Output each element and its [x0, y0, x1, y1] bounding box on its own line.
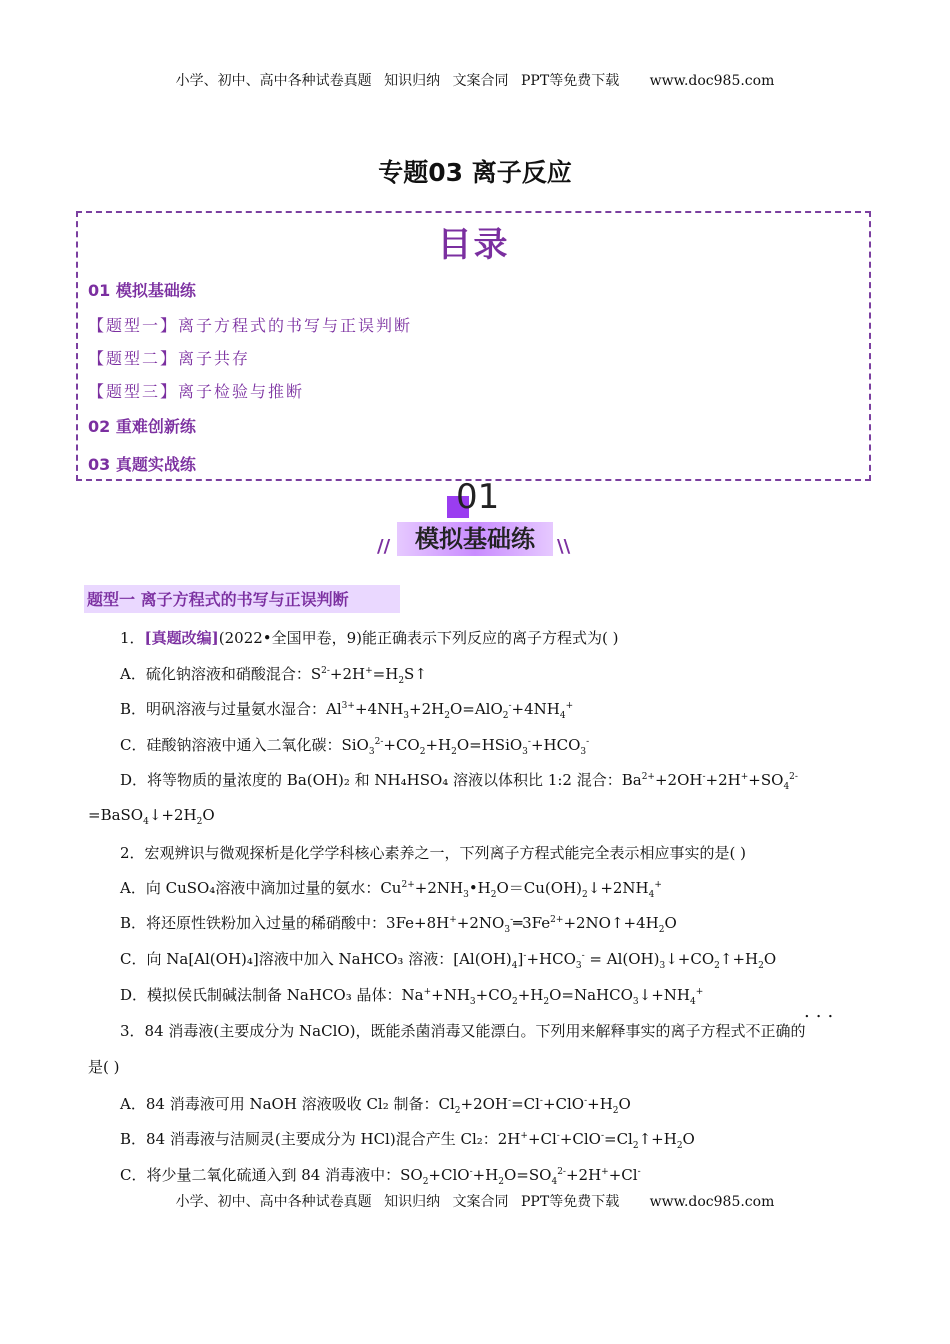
toc-item-type2[interactable]: 【题型二】离子共存: [88, 349, 251, 368]
page-header: [0, 70, 950, 90]
header-item: PPT等免费下载: [521, 73, 620, 89]
question-3-option-c[interactable]: C．将少量二氧化硫通入到 84 消毒液中：$SO_2+ClO^-+H_2O=SO_4^{2-}+2H^++Cl^-$: [120, 1166, 641, 1187]
right-slash-decoration: \\: [557, 536, 571, 557]
emphasis-dots: ...: [804, 1001, 840, 1022]
footer-item: 知识归纳: [384, 1194, 441, 1210]
question-1-option-a[interactable]: A．硫化钠溶液和硝酸混合：$S^{2-}+2H^+=H_2S↑$: [120, 665, 427, 686]
question-3-option-a[interactable]: A．84 消毒液可用 NaOH 溶液吸收 Cl₂ 制备：$Cl_2+2OH^-=Cl^-+ClO^-+H_2O$: [120, 1095, 631, 1116]
footer-item: 文案合同: [452, 1194, 509, 1210]
header-item: 文案合同: [452, 73, 509, 89]
toc-heading: 目录: [437, 225, 510, 265]
toc-item-03[interactable]: 03 真题实战练: [88, 455, 196, 474]
question-2-option-b[interactable]: B．将还原性铁粉加入过量的稀硝酸中：$3Fe+8H^++2NO_3^-═3Fe^{2+}+2NO↑+4H_2O$: [120, 914, 677, 935]
question-2-stem: 2．宏观辨识与微观探析是化学学科核心素养之一，下列离子方程式能完全表示相应事实的是( ): [120, 844, 747, 862]
toc-item-type1[interactable]: 【题型一】离子方程式的书写与正误判断: [88, 316, 413, 335]
question-1-option-b[interactable]: B．明矾溶液与过量氨水湿合：$Al^{3+}+4NH_3+2H_2O=AlO_2^-+4NH_4^+$: [120, 700, 574, 721]
type-heading: 题型一 离子方程式的书写与正误判断: [87, 590, 349, 609]
question-2-option-d[interactable]: D．模拟侯氏制碱法制备 NaHCO₃ 晶体：$Na^++NH_3+CO_2+H_2O=NaHCO_3↓+NH_4^+$: [120, 986, 704, 1007]
question-3-option-b[interactable]: B．84 消毒液与洁厕灵(主要成分为 HCl)混合产生 Cl₂：$2H^++Cl^-+ClO^-=Cl_2↑+H_2O$: [120, 1130, 695, 1151]
header-url[interactable]: www.doc985.com: [649, 73, 775, 89]
toc-item-01[interactable]: 01 模拟基础练: [88, 281, 196, 300]
question-3-stem: 3．84 消毒液(主要成分为 NaClO)，既能杀菌消毒又能漂白。下列用来解释事实的离子方程式不正确的: [120, 1022, 806, 1040]
question-2-option-c[interactable]: C．向 Na[Al(OH)₄]溶液中加入 NaHCO₃ 溶液：$[Al(OH)_4]^-+HCO_3^-$ = $Al(OH)_3↓+CO_2↑+H_2O$: [120, 950, 777, 971]
footer-item: 小学、初中、高中各种试卷真题: [175, 1194, 372, 1210]
toc-item-type3[interactable]: 【题型三】离子检验与推断: [88, 382, 305, 401]
section-number: 01: [456, 477, 500, 517]
header-item: 知识归纳: [384, 73, 441, 89]
question-3-stem-cont: 是( ): [88, 1058, 120, 1076]
footer-url[interactable]: www.doc985.com: [649, 1194, 775, 1210]
header-item: 小学、初中、高中各种试卷真题: [175, 73, 372, 89]
toc-box: [76, 211, 871, 481]
question-1-option-d[interactable]: D．将等物质的量浓度的 Ba(OH)₂ 和 NH₄HSO₄ 溶液以体积比 1:2 混合：$Ba^{2+}+2OH^-+2H^++SO_4^{2-}$: [120, 771, 798, 792]
section-label: 模拟基础练: [415, 525, 535, 553]
footer-item: PPT等免费下载: [521, 1194, 620, 1210]
left-slash-decoration: //: [377, 536, 391, 557]
question-1-option-d-cont: $=BaSO_4↓+2H_2O$: [88, 806, 215, 827]
question-1-stem: 1．[真题改编](2022•全国甲卷，9)能正确表示下列反应的离子方程式为( ): [120, 629, 619, 647]
page-footer: [0, 1191, 950, 1211]
question-2-option-a[interactable]: A．向 CuSO₄溶液中滴加过量的氨水：$Cu^{2+}+2NH_3•H_2O=Cu(OH)_2↓+2NH_4^+$: [120, 879, 662, 900]
question-tag: [真题改编]: [144, 629, 219, 647]
question-1-option-c[interactable]: C．硅酸钠溶液中通入二氧化碳：$SiO_3^{2-}+CO_2+H_2O=HSiO_3^-+HCO_3^-$: [120, 736, 590, 757]
toc-item-02[interactable]: 02 重难创新练: [88, 417, 196, 436]
page-title: 专题03 离子反应: [378, 158, 572, 187]
